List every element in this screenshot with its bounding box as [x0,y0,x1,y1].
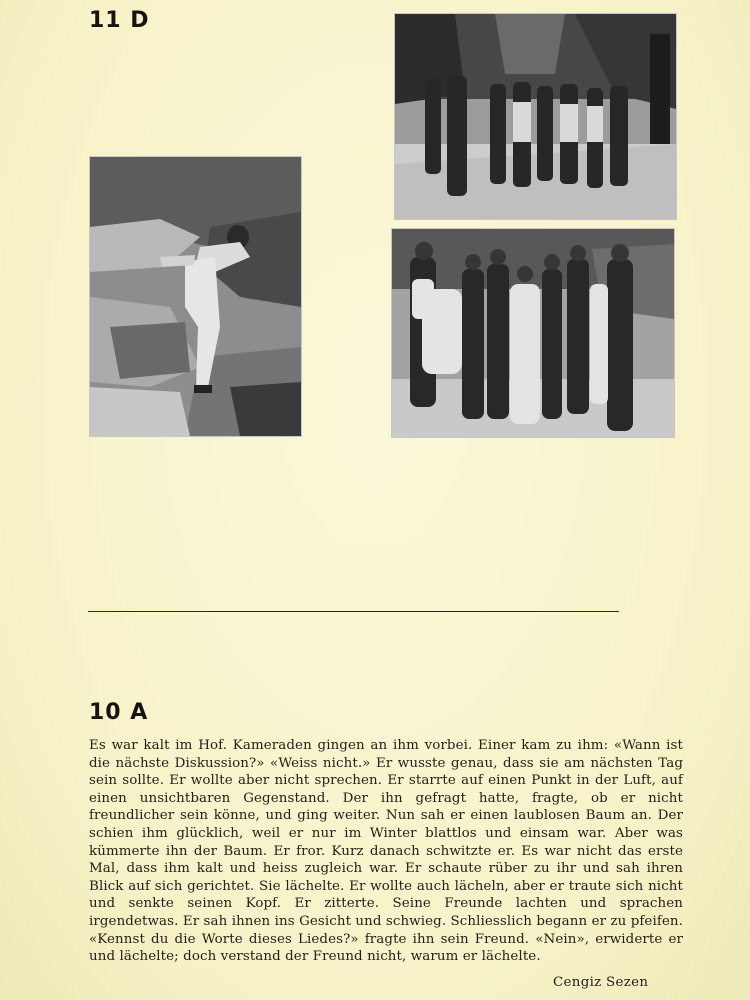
photo-person-on-rock [89,156,302,437]
author-name: Cengiz Sezen [553,975,649,990]
section-divider [88,611,619,612]
photo-group-walking [394,13,677,220]
photo-group-posing [391,228,675,438]
section-label-bottom: 10 A [89,700,149,725]
section-label-top: 11 D [89,8,150,33]
story-paragraph: Es war kalt im Hof. Kameraden gingen an ihm vorbei. Einer kam zu ihm: «Wann ist die nächste Diskussion?» «Weiss nicht.» Er wusste genau, dass sie am nächsten Tag sein sollte. Er wollte aber nicht sprechen. Er starrte auf einen Punkt in der Luft, auf einen unsichtbaren Gegenstand. Der ihn gefragt hatte, fragte, ob er nicht freundlicher sein könne, und ging weiter. Nun sah er einen laublosen Baum an. Der schien ihm glücklich, weil er nur im Winter blattlos und einsam war. Aber was kümmerte ihn der Baum. Er fror. Kurz danach schwitzte er. Es war nicht das erste Mal, dass ihm kalt und heiss zugleich war. Er schaute rüber zu ihr und sah ihren Blick auf sich gerichtet. Sie lächelte. Er wollte auch lächeln, aber er traute sich nicht und senkte seinen Kopf. Er zitterte. Seine Freunde lachten und sprachen irgendetwas. Er sah ihnen ins Gesicht und schwieg. Schliesslich begann er zu pfeifen. «Kennst du die Worte dieses Liedes?» fragte ihn sein Freund. «Nein», erwiderte er und lächelte; doch verstand der Freund nicht, warum er lächelte. [89,738,683,965]
